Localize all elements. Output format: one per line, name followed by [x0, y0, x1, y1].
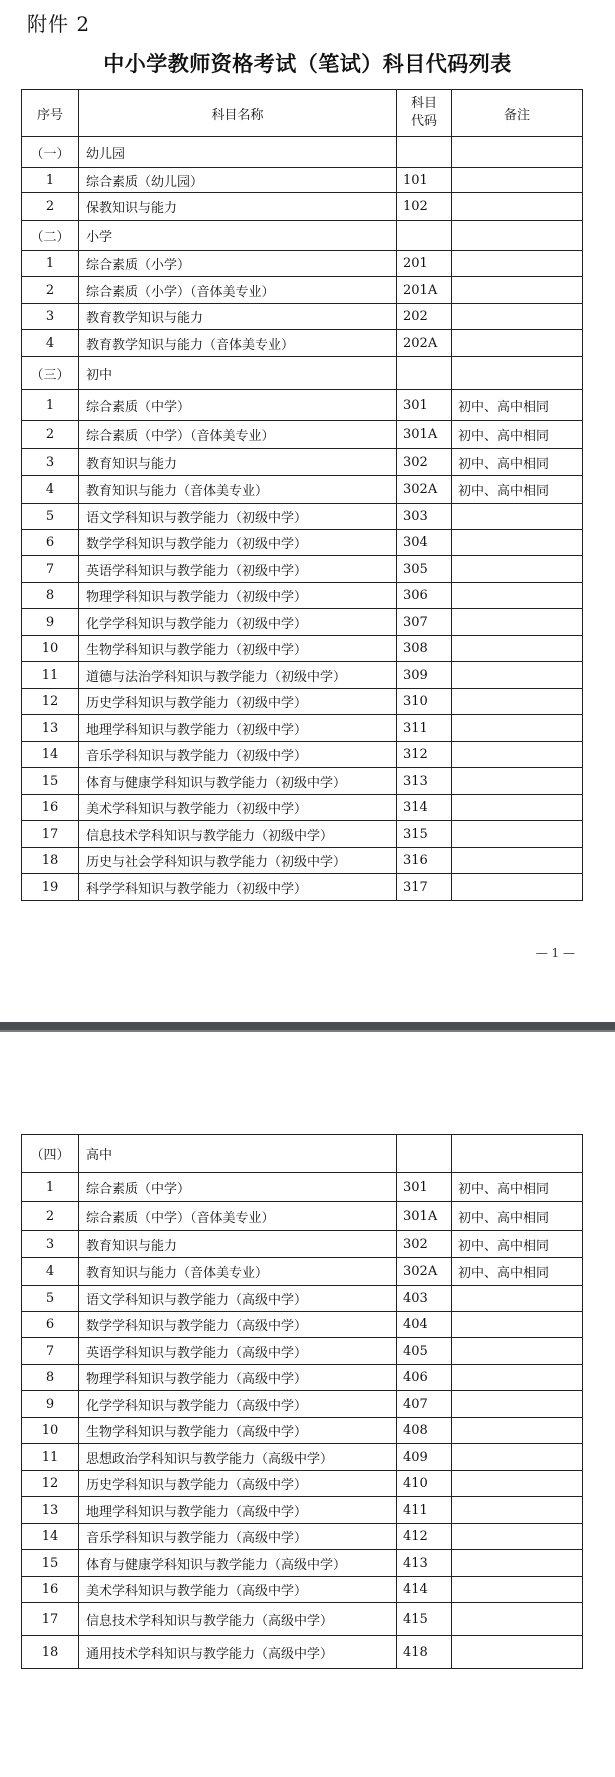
- row-remark: [452, 1391, 583, 1418]
- header-remark: 备注: [452, 90, 583, 137]
- table-row: [22, 662, 583, 689]
- row-code: 409: [397, 1444, 452, 1471]
- row-code: 412: [397, 1524, 452, 1550]
- row-subject-name: 幼儿园: [79, 137, 397, 168]
- row-code: 414: [397, 1577, 452, 1603]
- row-code: 410: [397, 1471, 452, 1497]
- row-remark: [452, 1286, 583, 1312]
- table-row: [22, 848, 583, 874]
- row-seq: 18: [22, 848, 79, 874]
- row-subject-name: 语文学科知识与教学能力（高级中学）: [79, 1286, 397, 1312]
- table-row: [22, 1258, 583, 1286]
- table-row: [22, 874, 583, 901]
- row-seq: 14: [22, 1524, 79, 1550]
- row-code: 301A: [397, 421, 452, 449]
- row-seq: 8: [22, 1365, 79, 1391]
- row-code: 301: [397, 390, 452, 421]
- row-seq: 10: [22, 636, 79, 662]
- row-code: 406: [397, 1365, 452, 1391]
- table-row: [22, 530, 583, 556]
- row-remark: [452, 1338, 583, 1365]
- row-subject-name: 教育知识与能力（音体美专业）: [79, 1258, 397, 1286]
- row-code: 302: [397, 1231, 452, 1258]
- row-seq: 3: [22, 1231, 79, 1258]
- table-row: [22, 1365, 583, 1391]
- row-subject-name: 音乐学科知识与教学能力（高级中学）: [79, 1524, 397, 1550]
- row-remark: [452, 821, 583, 848]
- table-row: [22, 476, 583, 504]
- row-code: 405: [397, 1338, 452, 1365]
- table-row: [22, 556, 583, 583]
- row-subject-name: 体育与健康学科知识与教学能力（高级中学）: [79, 1550, 397, 1577]
- row-remark: [452, 795, 583, 821]
- row-seq: 5: [22, 504, 79, 530]
- row-remark: 初中、高中相同: [452, 476, 583, 504]
- table-row: [22, 1550, 583, 1577]
- row-seq: 13: [22, 1497, 79, 1524]
- row-code: 314: [397, 795, 452, 821]
- row-subject-name: 小学: [79, 221, 397, 251]
- row-subject-name: 美术学科知识与教学能力（高级中学）: [79, 1577, 397, 1603]
- row-code: [397, 221, 452, 251]
- row-code: 301A: [397, 1202, 452, 1231]
- row-remark: [452, 609, 583, 636]
- row-remark: [452, 848, 583, 874]
- header-code: [397, 90, 452, 137]
- row-seq: 18: [22, 1636, 79, 1669]
- table-row: [22, 768, 583, 795]
- table-row: [22, 1202, 583, 1231]
- row-code: 404: [397, 1312, 452, 1338]
- row-seq: 3: [22, 304, 79, 330]
- row-remark: [452, 277, 583, 304]
- row-subject-name: 高中: [79, 1135, 397, 1173]
- row-remark: [452, 1577, 583, 1603]
- row-subject-name: 教育教学知识与能力（音体美专业）: [79, 330, 397, 357]
- row-code: [397, 1135, 452, 1173]
- table-row: [22, 277, 583, 304]
- row-subject-name: 数学学科知识与教学能力（初级中学）: [79, 530, 397, 556]
- row-code: [397, 357, 452, 390]
- row-remark: [452, 193, 583, 221]
- row-code: 308: [397, 636, 452, 662]
- row-seq: 4: [22, 330, 79, 357]
- row-code: 315: [397, 821, 452, 848]
- row-seq: 16: [22, 1577, 79, 1603]
- row-seq: 13: [22, 715, 79, 742]
- row-seq: 12: [22, 1471, 79, 1497]
- row-subject-name: 综合素质（小学）（音体美专业）: [79, 277, 397, 304]
- row-remark: [452, 1497, 583, 1524]
- table-row: [22, 421, 583, 449]
- table-row: [22, 1497, 583, 1524]
- row-seq: 9: [22, 1391, 79, 1418]
- row-code: 408: [397, 1418, 452, 1444]
- table-row: [22, 304, 583, 330]
- table-row: [22, 609, 583, 636]
- row-seq: 4: [22, 1258, 79, 1286]
- table-row: [22, 742, 583, 768]
- page-number: — 1 —: [535, 946, 575, 960]
- row-remark: [452, 251, 583, 277]
- row-seq: 15: [22, 1550, 79, 1577]
- row-seq: 15: [22, 768, 79, 795]
- row-subject-name: 生物学科知识与教学能力（初级中学）: [79, 636, 397, 662]
- row-code: 316: [397, 848, 452, 874]
- row-remark: [452, 715, 583, 742]
- row-remark: 初中、高中相同: [452, 1231, 583, 1258]
- row-subject-name: 信息技术学科知识与教学能力（初级中学）: [79, 821, 397, 848]
- row-code: 101: [397, 168, 452, 193]
- row-subject-name: 体育与健康学科知识与教学能力（初级中学）: [79, 768, 397, 795]
- row-remark: [452, 1444, 583, 1471]
- row-code: 418: [397, 1636, 452, 1669]
- row-seq: 4: [22, 476, 79, 504]
- row-seq: 2: [22, 421, 79, 449]
- row-remark: [452, 1471, 583, 1497]
- row-subject-name: 音乐学科知识与教学能力（初级中学）: [79, 742, 397, 768]
- row-remark: [452, 357, 583, 390]
- row-seq: 7: [22, 1338, 79, 1365]
- row-subject-name: 综合素质（小学）: [79, 251, 397, 277]
- row-seq: 10: [22, 1418, 79, 1444]
- row-remark: [452, 1636, 583, 1669]
- row-subject-name: 教育知识与能力: [79, 1231, 397, 1258]
- row-seq: 2: [22, 193, 79, 221]
- row-code: 407: [397, 1391, 452, 1418]
- row-remark: [452, 874, 583, 901]
- row-seq: 5: [22, 1286, 79, 1312]
- row-seq: 2: [22, 277, 79, 304]
- row-subject-name: 历史与社会学科知识与教学能力（初级中学）: [79, 848, 397, 874]
- row-remark: 初中、高中相同: [452, 1258, 583, 1286]
- row-subject-name: 历史学科知识与教学能力（高级中学）: [79, 1471, 397, 1497]
- table-section-row: [22, 357, 583, 390]
- table-row: [22, 1471, 583, 1497]
- row-subject-name: 综合素质（中学）: [79, 1173, 397, 1202]
- table-section-row: [22, 137, 583, 168]
- row-subject-name: 思想政治学科知识与教学能力（高级中学）: [79, 1444, 397, 1471]
- table-row: [22, 193, 583, 221]
- table-row: [22, 1418, 583, 1444]
- header-code-text: 科目 代码: [410, 96, 437, 129]
- row-code: 415: [397, 1603, 452, 1636]
- row-remark: [452, 583, 583, 609]
- row-code: 311: [397, 715, 452, 742]
- row-remark: [452, 137, 583, 168]
- row-subject-name: 英语学科知识与教学能力（初级中学）: [79, 556, 397, 583]
- row-code: [397, 137, 452, 168]
- row-remark: [452, 768, 583, 795]
- row-code: 403: [397, 1286, 452, 1312]
- row-code: 302A: [397, 1258, 452, 1286]
- row-seq: 1: [22, 168, 79, 193]
- row-subject-name: 历史学科知识与教学能力（初级中学）: [79, 689, 397, 715]
- subject-code-table-page1: [21, 89, 583, 901]
- row-subject-name: 教育知识与能力（音体美专业）: [79, 476, 397, 504]
- row-seq: 16: [22, 795, 79, 821]
- row-subject-name: 综合素质（中学）（音体美专业）: [79, 1202, 397, 1231]
- row-subject-name: 化学学科知识与教学能力（初级中学）: [79, 609, 397, 636]
- row-remark: 初中、高中相同: [452, 390, 583, 421]
- row-subject-name: 地理学科知识与教学能力（高级中学）: [79, 1497, 397, 1524]
- row-remark: [452, 1135, 583, 1173]
- row-code: 102: [397, 193, 452, 221]
- row-subject-name: 教育知识与能力: [79, 449, 397, 476]
- row-seq: 9: [22, 609, 79, 636]
- row-seq: 17: [22, 821, 79, 848]
- row-remark: [452, 330, 583, 357]
- row-remark: [452, 1418, 583, 1444]
- row-code: 312: [397, 742, 452, 768]
- table-row: [22, 1173, 583, 1202]
- row-subject-name: 科学学科知识与教学能力（初级中学）: [79, 874, 397, 901]
- row-seq: （三）: [22, 357, 79, 390]
- subject-code-table-page2: [21, 1134, 583, 1669]
- document-page-2: [0, 1032, 615, 1777]
- row-remark: [452, 742, 583, 768]
- row-subject-name: 综合素质（幼儿园）: [79, 168, 397, 193]
- row-seq: 1: [22, 251, 79, 277]
- row-code: 304: [397, 530, 452, 556]
- table-row: [22, 390, 583, 421]
- row-subject-name: 综合素质（中学）: [79, 390, 397, 421]
- table-row: [22, 689, 583, 715]
- header-name: 科目名称: [79, 90, 397, 137]
- row-seq: 11: [22, 1444, 79, 1471]
- row-code: 202A: [397, 330, 452, 357]
- row-code: 201A: [397, 277, 452, 304]
- row-code: 303: [397, 504, 452, 530]
- row-subject-name: 信息技术学科知识与教学能力（高级中学）: [79, 1603, 397, 1636]
- row-remark: [452, 168, 583, 193]
- table-row: [22, 168, 583, 193]
- row-subject-name: 地理学科知识与教学能力（初级中学）: [79, 715, 397, 742]
- table-row: [22, 1338, 583, 1365]
- row-code: 302: [397, 449, 452, 476]
- row-remark: 初中、高中相同: [452, 449, 583, 476]
- table-row: [22, 504, 583, 530]
- row-remark: [452, 662, 583, 689]
- row-seq: 3: [22, 449, 79, 476]
- row-code: 202: [397, 304, 452, 330]
- row-subject-name: 美术学科知识与教学能力（初级中学）: [79, 795, 397, 821]
- row-code: 313: [397, 768, 452, 795]
- row-subject-name: 初中: [79, 357, 397, 390]
- table-row: [22, 821, 583, 848]
- row-seq: 6: [22, 530, 79, 556]
- row-remark: [452, 1550, 583, 1577]
- row-remark: 初中、高中相同: [452, 1202, 583, 1231]
- table-row: [22, 1286, 583, 1312]
- row-subject-name: 化学学科知识与教学能力（高级中学）: [79, 1391, 397, 1418]
- row-subject-name: 生物学科知识与教学能力（高级中学）: [79, 1418, 397, 1444]
- row-seq: 6: [22, 1312, 79, 1338]
- table-row: [22, 636, 583, 662]
- row-remark: [452, 504, 583, 530]
- row-seq: 12: [22, 689, 79, 715]
- row-seq: 7: [22, 556, 79, 583]
- table-row: [22, 330, 583, 357]
- row-remark: [452, 530, 583, 556]
- row-remark: [452, 556, 583, 583]
- row-seq: 19: [22, 874, 79, 901]
- row-subject-name: 保教知识与能力: [79, 193, 397, 221]
- row-remark: [452, 1365, 583, 1391]
- page-title: 中小学教师资格考试（笔试）科目代码列表: [103, 51, 512, 76]
- table-row: [22, 583, 583, 609]
- table-row: [22, 1444, 583, 1471]
- row-seq: （一）: [22, 137, 79, 168]
- row-code: 305: [397, 556, 452, 583]
- row-subject-name: 道德与法治学科知识与教学能力（初级中学）: [79, 662, 397, 689]
- row-seq: 14: [22, 742, 79, 768]
- row-seq: 1: [22, 1173, 79, 1202]
- row-subject-name: 数学学科知识与教学能力（高级中学）: [79, 1312, 397, 1338]
- row-remark: [452, 689, 583, 715]
- table-section-row: [22, 1135, 583, 1173]
- table-row: [22, 449, 583, 476]
- row-seq: 11: [22, 662, 79, 689]
- row-code: 306: [397, 583, 452, 609]
- table-row: [22, 1603, 583, 1636]
- row-seq: 2: [22, 1202, 79, 1231]
- row-code: 413: [397, 1550, 452, 1577]
- table-row: [22, 795, 583, 821]
- row-subject-name: 物理学科知识与教学能力（高级中学）: [79, 1365, 397, 1391]
- row-subject-name: 物理学科知识与教学能力（初级中学）: [79, 583, 397, 609]
- table-row: [22, 715, 583, 742]
- row-subject-name: 教育教学知识与能力: [79, 304, 397, 330]
- row-remark: [452, 1312, 583, 1338]
- row-code: 411: [397, 1497, 452, 1524]
- row-remark: 初中、高中相同: [452, 421, 583, 449]
- row-remark: [452, 221, 583, 251]
- row-remark: [452, 636, 583, 662]
- row-code: 317: [397, 874, 452, 901]
- row-subject-name: 英语学科知识与教学能力（高级中学）: [79, 1338, 397, 1365]
- table-row: [22, 1636, 583, 1669]
- row-seq: 1: [22, 390, 79, 421]
- attachment-label: 附件 2: [27, 12, 91, 36]
- row-seq: （二）: [22, 221, 79, 251]
- row-remark: [452, 1603, 583, 1636]
- table-row: [22, 1231, 583, 1258]
- row-remark: 初中、高中相同: [452, 1173, 583, 1202]
- row-code: 301: [397, 1173, 452, 1202]
- row-code: 310: [397, 689, 452, 715]
- row-code: 307: [397, 609, 452, 636]
- row-remark: [452, 304, 583, 330]
- row-seq: （四）: [22, 1135, 79, 1173]
- table-row: [22, 1577, 583, 1603]
- row-remark: [452, 1524, 583, 1550]
- row-code: 201: [397, 251, 452, 277]
- header-seq: 序号: [22, 90, 79, 137]
- table-row: [22, 251, 583, 277]
- table-section-row: [22, 221, 583, 251]
- row-code: 309: [397, 662, 452, 689]
- table-row: [22, 1524, 583, 1550]
- table-row: [22, 1312, 583, 1338]
- row-subject-name: 语文学科知识与教学能力（初级中学）: [79, 504, 397, 530]
- row-subject-name: 综合素质（中学）（音体美专业）: [79, 421, 397, 449]
- row-code: 302A: [397, 476, 452, 504]
- row-subject-name: 通用技术学科知识与教学能力（高级中学）: [79, 1636, 397, 1669]
- table-row: [22, 1391, 583, 1418]
- row-seq: 17: [22, 1603, 79, 1636]
- row-seq: 8: [22, 583, 79, 609]
